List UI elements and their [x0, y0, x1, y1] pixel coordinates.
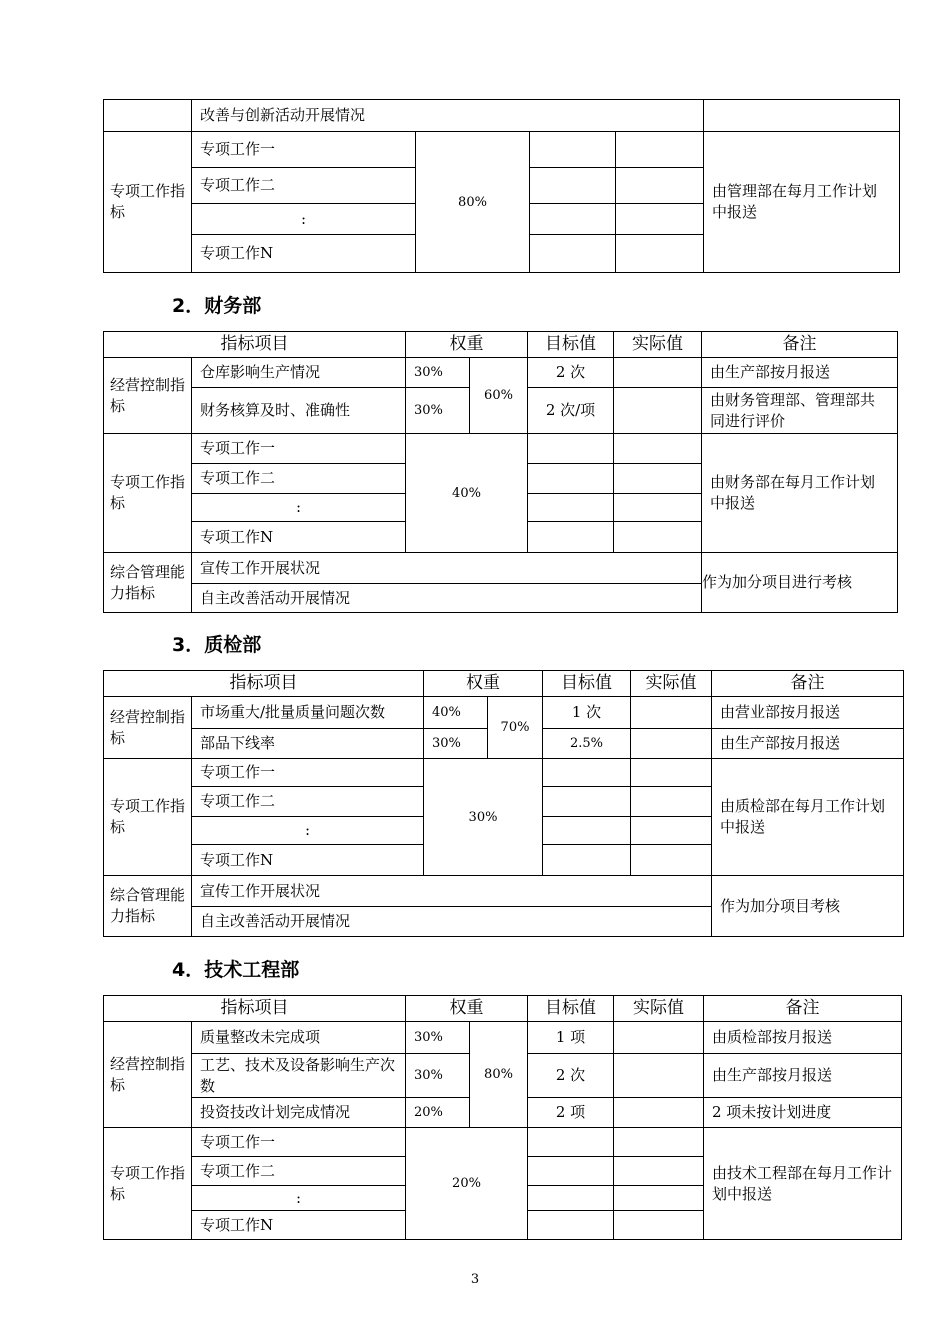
table-cell: 专项工作二: [192, 168, 416, 204]
empty-cell: [614, 1128, 704, 1157]
target-cell: 2 次: [528, 1054, 614, 1098]
table-cell: 自主改善活动开展情况: [192, 584, 702, 613]
header-actual: 实际值: [631, 671, 712, 697]
weight-cell: 30%: [406, 1022, 470, 1054]
table-cell: 专项工作二: [192, 787, 424, 817]
empty-cell: [616, 235, 704, 273]
header-target: 目标值: [528, 996, 614, 1022]
empty-cell: [614, 1157, 704, 1186]
remark-cell: 由财务部在每月工作计划中报送: [702, 434, 898, 553]
table-quality: [103, 670, 904, 937]
empty-cell: [616, 168, 704, 204]
table-cell: :: [192, 204, 416, 235]
empty-cell: [543, 817, 631, 845]
empty-cell: [543, 759, 631, 787]
empty-cell: [530, 235, 616, 273]
empty-cell: [631, 787, 712, 817]
empty-cell: [528, 1128, 614, 1157]
table-cell: 投资技改计划完成情况: [192, 1098, 406, 1128]
remark-cell: 作为加分项目进行考核: [702, 553, 898, 613]
empty-cell: [528, 1211, 614, 1240]
target-cell: 2 项: [528, 1098, 614, 1128]
table-cell: 自主改善活动开展情况: [192, 907, 712, 937]
total-weight-cell: 70%: [488, 697, 543, 759]
remark-cell: 由生产部按月报送: [704, 1054, 902, 1098]
empty-cell: [614, 1022, 704, 1054]
category-cell: 专项工作指标: [104, 759, 192, 876]
empty-cell: [530, 168, 616, 204]
weight-cell: 30%: [406, 1054, 470, 1098]
header-actual: 实际值: [614, 332, 702, 358]
empty-cell: [614, 494, 702, 522]
header-remark: 备注: [704, 996, 902, 1022]
empty-cell: [528, 494, 614, 522]
table-cell: 市场重大/批量质量问题次数: [192, 697, 424, 729]
empty-cell: [614, 1054, 704, 1098]
empty-cell: [528, 434, 614, 464]
empty-cell: [614, 1098, 704, 1128]
total-weight-cell: 60%: [470, 358, 528, 434]
weight-cell: 40%: [406, 434, 528, 553]
remark-cell: 由财务管理部、管理部共同进行评价: [702, 388, 898, 434]
remark-cell: 2 项未按计划进度: [704, 1098, 902, 1128]
remark-cell: 由技术工程部在每月工作计划中报送: [704, 1128, 902, 1240]
category-cell: 经营控制指标: [104, 697, 192, 759]
empty-cell: [543, 845, 631, 876]
remark-cell: 由质检部按月报送: [704, 1022, 902, 1054]
table-cell: 专项工作二: [192, 1157, 406, 1186]
target-cell: 2 次/项: [528, 388, 614, 434]
empty-cell: [614, 434, 702, 464]
table-management-continued: [103, 99, 900, 273]
empty-cell: [614, 388, 702, 434]
table-cell: 专项工作N: [192, 235, 416, 273]
empty-cell: [530, 132, 616, 168]
table-cell: 专项工作一: [192, 759, 424, 787]
header-target: 目标值: [528, 332, 614, 358]
header-item: 指标项目: [104, 996, 406, 1022]
header-item: 指标项目: [104, 332, 406, 358]
table-cell: 专项工作N: [192, 845, 424, 876]
header-item: 指标项目: [104, 671, 424, 697]
empty-cell: [528, 464, 614, 494]
section-heading: 4．技术工程部: [172, 959, 300, 981]
empty-cell: [614, 1186, 704, 1211]
empty-cell: [704, 100, 900, 132]
table-cell: 仓库影响生产情况: [192, 358, 406, 388]
table-cell: 专项工作一: [192, 1128, 406, 1157]
weight-cell: 30%: [406, 388, 470, 434]
target-cell: 1 次: [543, 697, 631, 729]
table-cell: 专项工作一: [192, 434, 406, 464]
target-cell: 2 次: [528, 358, 614, 388]
category-cell: 经营控制指标: [104, 1022, 192, 1128]
empty-cell: [614, 522, 702, 553]
remark-cell: 由管理部在每月工作计划中报送: [704, 132, 900, 273]
header-remark: 备注: [712, 671, 904, 697]
empty-cell: [530, 204, 616, 235]
empty-cell: [614, 358, 702, 388]
total-weight-cell: 80%: [470, 1022, 528, 1128]
header-weight: 权重: [424, 671, 543, 697]
category-cell: 专项工作指标: [104, 434, 192, 553]
empty-cell: [104, 100, 192, 132]
table-cell: 专项工作N: [192, 1211, 406, 1240]
table-engineering: [103, 995, 902, 1240]
table-cell: :: [192, 494, 406, 522]
table-cell: 专项工作N: [192, 522, 406, 553]
category-cell: 专项工作指标: [104, 132, 192, 273]
empty-cell: [616, 204, 704, 235]
table-cell: 财务核算及时、准确性: [192, 388, 406, 434]
empty-cell: [631, 817, 712, 845]
table-cell: 专项工作一: [192, 132, 416, 168]
table-cell: 改善与创新活动开展情况: [192, 100, 704, 132]
remark-cell: 由营业部按月报送: [712, 697, 904, 729]
header-target: 目标值: [543, 671, 631, 697]
weight-cell: 20%: [406, 1098, 470, 1128]
table-cell: 宣传工作开展状况: [192, 876, 712, 907]
target-cell: 1 项: [528, 1022, 614, 1054]
target-cell: 2.5%: [543, 729, 631, 759]
weight-cell: 20%: [406, 1128, 528, 1240]
weight-cell: 30%: [424, 759, 543, 876]
empty-cell: [528, 1157, 614, 1186]
table-cell: 部品下线率: [192, 729, 424, 759]
table-cell: :: [192, 1186, 406, 1211]
weight-cell: 30%: [406, 358, 470, 388]
weight-cell: 40%: [424, 697, 488, 729]
page-number: 3: [470, 1272, 480, 1287]
remark-cell: 作为加分项目考核: [712, 876, 904, 937]
weight-cell: 30%: [424, 729, 488, 759]
empty-cell: [631, 697, 712, 729]
empty-cell: [543, 787, 631, 817]
empty-cell: [631, 729, 712, 759]
header-actual: 实际值: [614, 996, 704, 1022]
table-cell: 工艺、技术及设备影响生产次数: [192, 1054, 406, 1098]
section-heading: 2．财务部: [172, 295, 262, 317]
category-cell: 经营控制指标: [104, 358, 192, 434]
remark-cell: 由生产部按月报送: [712, 729, 904, 759]
table-cell: 质量整改未完成项: [192, 1022, 406, 1054]
header-remark: 备注: [702, 332, 898, 358]
header-weight: 权重: [406, 996, 528, 1022]
empty-cell: [631, 759, 712, 787]
table-cell: :: [192, 817, 424, 845]
empty-cell: [528, 522, 614, 553]
category-cell: 专项工作指标: [104, 1128, 192, 1240]
category-cell: 综合管理能力指标: [104, 876, 192, 937]
table-cell: 宣传工作开展状况: [192, 553, 702, 584]
empty-cell: [616, 132, 704, 168]
empty-cell: [528, 1186, 614, 1211]
remark-cell: 由生产部按月报送: [702, 358, 898, 388]
section-heading: 3．质检部: [172, 634, 262, 656]
weight-cell: 80%: [416, 132, 530, 273]
table-finance: [103, 331, 898, 613]
remark-cell: 由质检部在每月工作计划中报送: [712, 759, 904, 876]
category-cell: 综合管理能力指标: [104, 553, 192, 613]
header-weight: 权重: [406, 332, 528, 358]
empty-cell: [631, 845, 712, 876]
empty-cell: [614, 464, 702, 494]
empty-cell: [614, 1211, 704, 1240]
table-cell: 专项工作二: [192, 464, 406, 494]
